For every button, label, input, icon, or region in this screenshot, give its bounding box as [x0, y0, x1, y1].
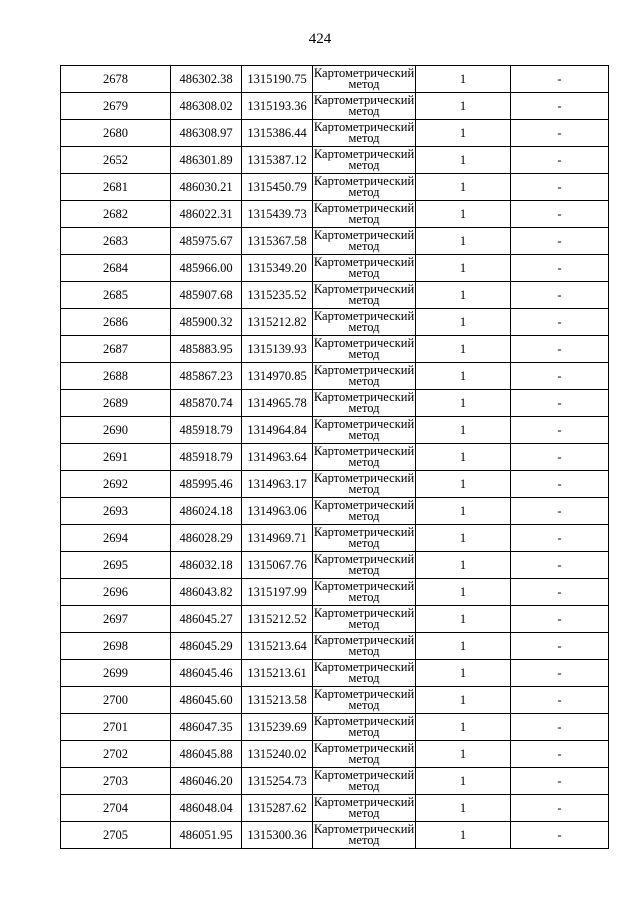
- method-cell: [313, 471, 416, 498]
- method-cell: [313, 687, 416, 714]
- point-id-cell: 2689: [61, 390, 171, 417]
- precision-cell: 1: [416, 633, 511, 660]
- precision-cell: 1: [416, 309, 511, 336]
- precision-cell: 1: [416, 255, 511, 282]
- point-id-cell: 2704: [61, 795, 171, 822]
- point-id-cell: 2694: [61, 525, 171, 552]
- table-row: [61, 147, 609, 174]
- note-cell: -: [511, 336, 609, 363]
- method-cell: [313, 498, 416, 525]
- x-coordinate-cell: 486030.21: [171, 174, 242, 201]
- precision-cell: 1: [416, 471, 511, 498]
- note-cell: -: [511, 795, 609, 822]
- method-line-1: Картометрический: [313, 471, 415, 485]
- x-coordinate-cell: 485883.95: [171, 336, 242, 363]
- note-cell: -: [511, 228, 609, 255]
- y-coordinate-cell: 1315367.58: [242, 228, 313, 255]
- note-cell: -: [511, 633, 609, 660]
- method-cell: [313, 120, 416, 147]
- method-cell: [313, 228, 416, 255]
- x-coordinate-cell: 486051.95: [171, 822, 242, 849]
- note-cell: -: [511, 741, 609, 768]
- note-cell: -: [511, 417, 609, 444]
- note-cell: -: [511, 66, 609, 93]
- method-cell: [313, 579, 416, 606]
- method-line-2: метод: [348, 833, 380, 847]
- method-line-1: Картометрический: [313, 309, 415, 323]
- x-coordinate-cell: 486024.18: [171, 498, 242, 525]
- point-id-cell: 2696: [61, 579, 171, 606]
- point-id-cell: 2687: [61, 336, 171, 363]
- x-coordinate-cell: 485966.00: [171, 255, 242, 282]
- x-coordinate-cell: 485870.74: [171, 390, 242, 417]
- precision-cell: 1: [416, 417, 511, 444]
- method-line-1: Картометрический: [313, 282, 415, 296]
- method-cell: [313, 336, 416, 363]
- table-row: [61, 822, 609, 849]
- note-cell: -: [511, 606, 609, 633]
- table-row: [61, 417, 609, 444]
- method-cell: [313, 444, 416, 471]
- point-id-cell: 2702: [61, 741, 171, 768]
- method-line-2: метод: [348, 158, 380, 172]
- point-id-cell: 2686: [61, 309, 171, 336]
- method-line-2: метод: [348, 590, 380, 604]
- method-line-1: Картометрический: [313, 714, 415, 728]
- method-line-1: Картометрический: [313, 768, 415, 782]
- y-coordinate-cell: 1315212.52: [242, 606, 313, 633]
- note-cell: -: [511, 498, 609, 525]
- table-row: [61, 498, 609, 525]
- table-row: [61, 768, 609, 795]
- method-line-1: Картометрический: [313, 66, 415, 80]
- precision-cell: 1: [416, 525, 511, 552]
- table-row: [61, 282, 609, 309]
- precision-cell: 1: [416, 579, 511, 606]
- method-line-2: метод: [348, 320, 380, 334]
- table-row: [61, 660, 609, 687]
- y-coordinate-cell: 1315386.44: [242, 120, 313, 147]
- method-line-2: метод: [348, 563, 380, 577]
- y-coordinate-cell: 1315213.61: [242, 660, 313, 687]
- method-line-2: метод: [348, 455, 380, 469]
- method-line-1: Картометрический: [313, 444, 415, 458]
- point-id-cell: 2679: [61, 93, 171, 120]
- note-cell: -: [511, 174, 609, 201]
- method-line-1: Картометрический: [313, 228, 415, 242]
- precision-cell: 1: [416, 768, 511, 795]
- x-coordinate-cell: 486043.82: [171, 579, 242, 606]
- y-coordinate-cell: 1315254.73: [242, 768, 313, 795]
- precision-cell: 1: [416, 66, 511, 93]
- y-coordinate-cell: 1315193.36: [242, 93, 313, 120]
- method-line-1: Картометрический: [313, 255, 415, 269]
- table-row: [61, 552, 609, 579]
- x-coordinate-cell: 486045.88: [171, 741, 242, 768]
- note-cell: -: [511, 660, 609, 687]
- method-cell: [313, 822, 416, 849]
- y-coordinate-cell: 1314963.06: [242, 498, 313, 525]
- point-id-cell: 2690: [61, 417, 171, 444]
- method-line-1: Картометрический: [313, 174, 415, 188]
- method-cell: [313, 606, 416, 633]
- note-cell: -: [511, 282, 609, 309]
- precision-cell: 1: [416, 336, 511, 363]
- y-coordinate-cell: 1314965.78: [242, 390, 313, 417]
- x-coordinate-cell: 486308.02: [171, 93, 242, 120]
- method-cell: [313, 147, 416, 174]
- method-line-2: метод: [348, 509, 380, 523]
- method-line-1: Картометрический: [313, 741, 415, 755]
- point-id-cell: 2698: [61, 633, 171, 660]
- precision-cell: 1: [416, 120, 511, 147]
- x-coordinate-cell: 485995.46: [171, 471, 242, 498]
- x-coordinate-cell: 486045.27: [171, 606, 242, 633]
- point-id-cell: 2693: [61, 498, 171, 525]
- note-cell: -: [511, 201, 609, 228]
- y-coordinate-cell: 1315387.12: [242, 147, 313, 174]
- x-coordinate-cell: 485918.79: [171, 444, 242, 471]
- note-cell: -: [511, 822, 609, 849]
- point-id-cell: 2681: [61, 174, 171, 201]
- note-cell: -: [511, 93, 609, 120]
- method-cell: [313, 282, 416, 309]
- table-row: [61, 390, 609, 417]
- method-line-1: Картометрический: [313, 822, 415, 836]
- note-cell: -: [511, 390, 609, 417]
- point-id-cell: 2703: [61, 768, 171, 795]
- method-line-1: Картометрический: [313, 552, 415, 566]
- point-id-cell: 2682: [61, 201, 171, 228]
- method-line-1: Картометрический: [313, 363, 415, 377]
- point-id-cell: 2688: [61, 363, 171, 390]
- precision-cell: 1: [416, 174, 511, 201]
- y-coordinate-cell: 1315240.02: [242, 741, 313, 768]
- method-line-2: метод: [348, 131, 380, 145]
- method-line-2: метод: [348, 536, 380, 550]
- method-cell: [313, 174, 416, 201]
- precision-cell: 1: [416, 714, 511, 741]
- x-coordinate-cell: 485907.68: [171, 282, 242, 309]
- method-cell: [313, 633, 416, 660]
- table-row: [61, 255, 609, 282]
- table-row: [61, 174, 609, 201]
- method-line-2: метод: [348, 212, 380, 226]
- precision-cell: 1: [416, 228, 511, 255]
- table-row: [61, 201, 609, 228]
- method-line-2: метод: [348, 644, 380, 658]
- y-coordinate-cell: 1314970.85: [242, 363, 313, 390]
- note-cell: -: [511, 714, 609, 741]
- precision-cell: 1: [416, 498, 511, 525]
- y-coordinate-cell: 1314963.64: [242, 444, 313, 471]
- x-coordinate-cell: 486028.29: [171, 525, 242, 552]
- note-cell: -: [511, 444, 609, 471]
- method-line-2: метод: [348, 347, 380, 361]
- precision-cell: 1: [416, 660, 511, 687]
- x-coordinate-cell: 486301.89: [171, 147, 242, 174]
- table-row: [61, 633, 609, 660]
- precision-cell: 1: [416, 687, 511, 714]
- precision-cell: 1: [416, 363, 511, 390]
- method-line-2: метод: [348, 374, 380, 388]
- note-cell: -: [511, 687, 609, 714]
- note-cell: -: [511, 552, 609, 579]
- x-coordinate-cell: 486032.18: [171, 552, 242, 579]
- method-line-2: метод: [348, 185, 380, 199]
- method-line-1: Картометрический: [313, 390, 415, 404]
- y-coordinate-cell: 1315067.76: [242, 552, 313, 579]
- method-line-1: Картометрический: [313, 795, 415, 809]
- precision-cell: 1: [416, 93, 511, 120]
- method-cell: [313, 201, 416, 228]
- table-row: [61, 525, 609, 552]
- x-coordinate-cell: 486308.97: [171, 120, 242, 147]
- precision-cell: 1: [416, 552, 511, 579]
- method-cell: [313, 390, 416, 417]
- method-line-1: Картометрический: [313, 660, 415, 674]
- method-line-2: метод: [348, 401, 380, 415]
- point-id-cell: 2700: [61, 687, 171, 714]
- note-cell: -: [511, 147, 609, 174]
- point-id-cell: 2695: [61, 552, 171, 579]
- method-line-1: Картометрический: [313, 120, 415, 134]
- method-line-2: метод: [348, 77, 380, 91]
- y-coordinate-cell: 1315213.64: [242, 633, 313, 660]
- method-line-2: метод: [348, 293, 380, 307]
- method-line-2: метод: [348, 482, 380, 496]
- y-coordinate-cell: 1315300.36: [242, 822, 313, 849]
- method-cell: [313, 255, 416, 282]
- method-cell: [313, 795, 416, 822]
- x-coordinate-cell: 485900.32: [171, 309, 242, 336]
- method-line-2: метод: [348, 698, 380, 712]
- point-id-cell: 2699: [61, 660, 171, 687]
- table-row: [61, 741, 609, 768]
- note-cell: -: [511, 579, 609, 606]
- method-line-2: метод: [348, 752, 380, 766]
- method-cell: [313, 768, 416, 795]
- method-line-1: Картометрический: [313, 633, 415, 647]
- point-id-cell: 2685: [61, 282, 171, 309]
- point-id-cell: 2692: [61, 471, 171, 498]
- y-coordinate-cell: 1315439.73: [242, 201, 313, 228]
- method-line-2: метод: [348, 806, 380, 820]
- method-cell: [313, 741, 416, 768]
- point-id-cell: 2691: [61, 444, 171, 471]
- method-cell: [313, 93, 416, 120]
- page-number: 424: [308, 31, 332, 47]
- precision-cell: 1: [416, 741, 511, 768]
- table-row: [61, 309, 609, 336]
- method-line-2: метод: [348, 428, 380, 442]
- method-line-2: метод: [348, 725, 380, 739]
- y-coordinate-cell: 1314964.84: [242, 417, 313, 444]
- x-coordinate-cell: 485918.79: [171, 417, 242, 444]
- method-line-2: метод: [348, 779, 380, 793]
- precision-cell: 1: [416, 795, 511, 822]
- precision-cell: 1: [416, 606, 511, 633]
- table-row: [61, 471, 609, 498]
- x-coordinate-cell: 485867.23: [171, 363, 242, 390]
- x-coordinate-cell: 486045.60: [171, 687, 242, 714]
- table-row: [61, 228, 609, 255]
- y-coordinate-cell: 1315450.79: [242, 174, 313, 201]
- method-cell: [313, 66, 416, 93]
- table-row: [61, 714, 609, 741]
- note-cell: -: [511, 120, 609, 147]
- y-coordinate-cell: 1315287.62: [242, 795, 313, 822]
- x-coordinate-cell: 485975.67: [171, 228, 242, 255]
- method-line-2: метод: [348, 671, 380, 685]
- table-row: [61, 93, 609, 120]
- y-coordinate-cell: 1315139.93: [242, 336, 313, 363]
- point-id-cell: 2680: [61, 120, 171, 147]
- method-line-1: Картометрический: [313, 147, 415, 161]
- y-coordinate-cell: 1315349.20: [242, 255, 313, 282]
- y-coordinate-cell: 1315190.75: [242, 66, 313, 93]
- y-coordinate-cell: 1315212.82: [242, 309, 313, 336]
- note-cell: -: [511, 525, 609, 552]
- precision-cell: 1: [416, 822, 511, 849]
- point-id-cell: 2684: [61, 255, 171, 282]
- y-coordinate-cell: 1315235.52: [242, 282, 313, 309]
- table-row: [61, 336, 609, 363]
- method-line-1: Картометрический: [313, 579, 415, 593]
- y-coordinate-cell: 1315239.69: [242, 714, 313, 741]
- table-row: [61, 579, 609, 606]
- y-coordinate-cell: 1315213.58: [242, 687, 313, 714]
- method-line-2: метод: [348, 104, 380, 118]
- method-cell: [313, 309, 416, 336]
- x-coordinate-cell: 486048.04: [171, 795, 242, 822]
- y-coordinate-cell: 1315197.99: [242, 579, 313, 606]
- x-coordinate-cell: 486302.38: [171, 66, 242, 93]
- note-cell: -: [511, 768, 609, 795]
- point-id-cell: 2705: [61, 822, 171, 849]
- method-line-1: Картометрический: [313, 525, 415, 539]
- method-line-1: Картометрический: [313, 336, 415, 350]
- precision-cell: 1: [416, 390, 511, 417]
- point-id-cell: 2697: [61, 606, 171, 633]
- note-cell: -: [511, 363, 609, 390]
- method-cell: [313, 660, 416, 687]
- point-id-cell: 2652: [61, 147, 171, 174]
- precision-cell: 1: [416, 282, 511, 309]
- method-cell: [313, 714, 416, 741]
- method-line-2: метод: [348, 239, 380, 253]
- y-coordinate-cell: 1314963.17: [242, 471, 313, 498]
- method-line-1: Картометрический: [313, 201, 415, 215]
- x-coordinate-cell: 486046.20: [171, 768, 242, 795]
- method-line-1: Картометрический: [313, 687, 415, 701]
- method-cell: [313, 417, 416, 444]
- precision-cell: 1: [416, 444, 511, 471]
- x-coordinate-cell: 486022.31: [171, 201, 242, 228]
- method-line-1: Картометрический: [313, 606, 415, 620]
- point-id-cell: 2678: [61, 66, 171, 93]
- method-line-1: Картометрический: [313, 93, 415, 107]
- method-line-1: Картометрический: [313, 498, 415, 512]
- table-row: [61, 687, 609, 714]
- method-line-2: метод: [348, 266, 380, 280]
- y-coordinate-cell: 1314969.71: [242, 525, 313, 552]
- table-row: [61, 66, 609, 93]
- x-coordinate-cell: 486045.46: [171, 660, 242, 687]
- method-cell: [313, 552, 416, 579]
- point-id-cell: 2683: [61, 228, 171, 255]
- coordinates-table: [60, 65, 609, 849]
- note-cell: -: [511, 255, 609, 282]
- table-row: [61, 606, 609, 633]
- precision-cell: 1: [416, 147, 511, 174]
- note-cell: -: [511, 309, 609, 336]
- table-row: [61, 363, 609, 390]
- note-cell: -: [511, 471, 609, 498]
- x-coordinate-cell: 486047.35: [171, 714, 242, 741]
- point-id-cell: 2701: [61, 714, 171, 741]
- method-cell: [313, 363, 416, 390]
- x-coordinate-cell: 486045.29: [171, 633, 242, 660]
- method-line-1: Картометрический: [313, 417, 415, 431]
- table-row: [61, 795, 609, 822]
- table-row: [61, 444, 609, 471]
- precision-cell: 1: [416, 201, 511, 228]
- method-cell: [313, 525, 416, 552]
- method-line-2: метод: [348, 617, 380, 631]
- table-row: [61, 120, 609, 147]
